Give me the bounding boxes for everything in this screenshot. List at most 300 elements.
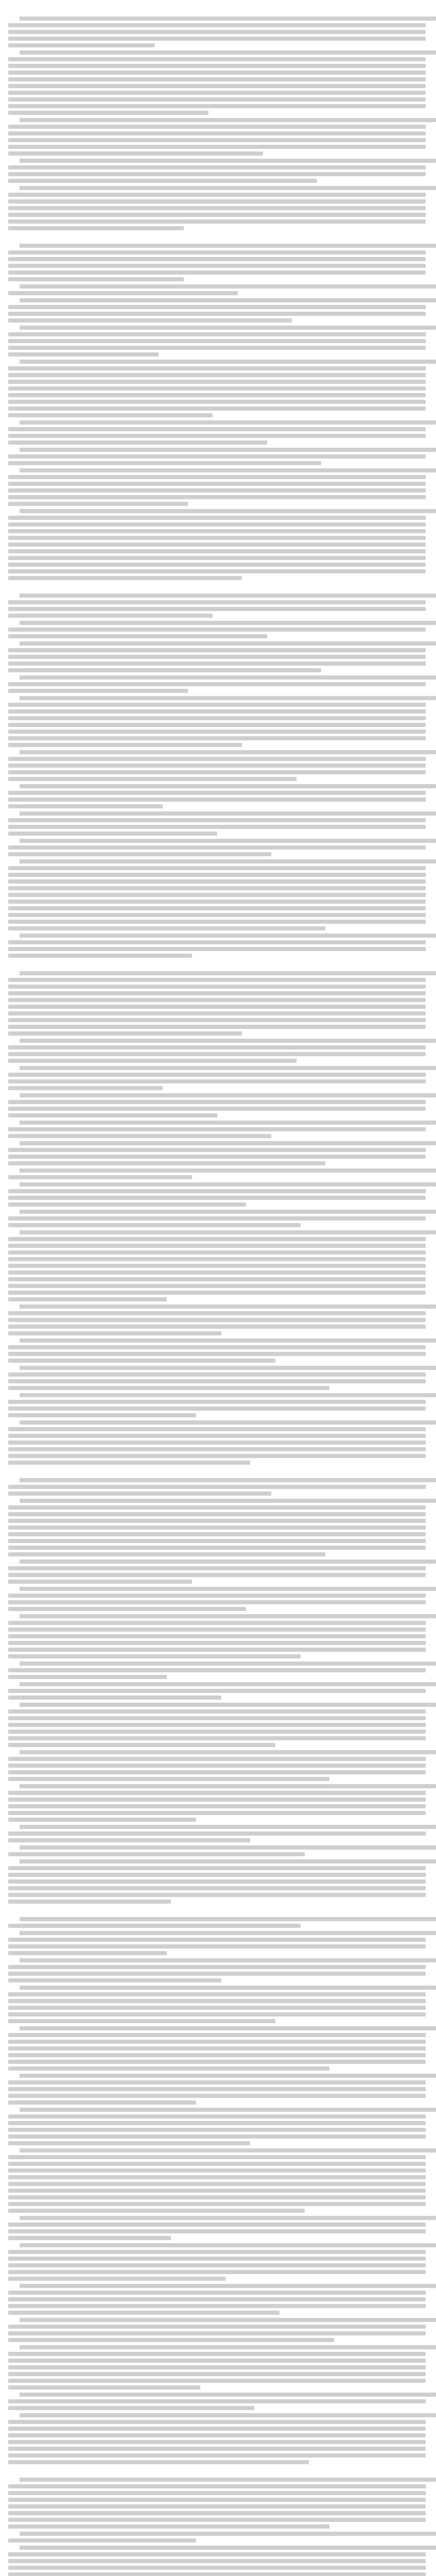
text-line [8,549,426,553]
paragraph [8,859,426,930]
text-line [8,454,426,459]
text-line [8,2572,426,2576]
text-line [20,509,436,513]
paragraph [8,1703,426,1747]
text-line [20,1614,436,1618]
paragraph [8,971,426,1036]
text-line [8,947,426,951]
text-line [8,393,426,397]
text-line [8,893,426,897]
paragraph [8,1662,426,1679]
paragraph [8,1499,426,1556]
text-line [8,845,426,850]
text-line [8,2087,426,2091]
text-line [8,2511,426,2515]
text-line [8,1447,426,1451]
text-line [20,1420,436,1425]
text-line [8,2182,426,2186]
text-line [20,326,436,330]
text-line [8,1100,426,1104]
text-line [8,563,426,567]
text-line [20,675,436,680]
text-line [8,199,426,204]
text-line [8,2504,426,2509]
text-line [8,1485,426,1489]
text-line [8,1777,329,1781]
text-line [8,138,426,142]
text-line [20,1917,436,1921]
paragraph [8,1121,426,1138]
text-line [8,709,426,714]
text-line [8,440,267,445]
text-line [8,920,426,924]
text-line [8,2491,426,2495]
text-line [8,2236,171,2240]
text-line [20,2074,436,2078]
text-line [8,2175,426,2179]
paragraph [8,186,426,230]
paragraph [8,1182,426,1207]
text-line [20,1230,436,1234]
text-line [8,125,426,129]
text-line [8,1566,426,1570]
paragraph [8,1614,426,1658]
text-line [8,906,426,910]
text-line [8,2121,426,2125]
text-line [8,1709,426,1714]
text-line [8,2223,426,2227]
text-line [8,1400,426,1404]
text-line [8,1454,426,1458]
section-heading [8,962,426,969]
text-line [8,1277,426,1281]
paragraph [8,326,426,357]
text-line [8,2229,426,2233]
text-line [8,277,184,281]
text-line [8,777,297,781]
text-line [8,1886,426,1890]
paragraph [8,1039,426,1063]
paragraph [8,1478,426,1496]
paragraph [8,468,426,506]
text-line [20,186,436,190]
text-line [20,641,436,646]
text-line [8,2066,329,2071]
paragraph [8,298,426,323]
text-line [8,2559,426,2563]
paragraph [8,621,426,638]
text-line [8,614,213,618]
text-line [8,145,426,149]
text-line [8,461,321,465]
text-line [8,628,426,632]
paragraph [8,1917,426,1928]
text-line [8,1127,426,1131]
text-line [8,380,426,384]
paragraph [8,2216,426,2240]
text-line [20,2216,436,2220]
text-line [8,804,163,808]
text-line [8,1675,167,1679]
text-line [8,1634,426,1638]
paragraph [8,1859,426,1904]
text-line [8,1526,426,1530]
text-line [20,1210,436,1214]
text-line [8,2552,426,2556]
text-line [8,1379,426,1383]
text-line [8,1716,426,1720]
text-line [8,1791,426,1795]
text-line [8,879,426,884]
paragraph [8,750,426,781]
paragraph [8,1168,426,1179]
text-line [8,1175,192,1179]
text-line [8,798,426,802]
text-line [8,131,426,135]
text-line [8,250,426,255]
text-line [8,689,188,693]
text-line [8,172,426,176]
text-line [8,64,426,68]
text-line [20,468,436,472]
text-line [8,502,188,506]
text-line [8,2114,426,2119]
text-line [8,1386,329,1390]
text-line [8,270,426,275]
text-line [8,312,426,316]
text-line [20,1560,436,1564]
text-line [20,750,436,754]
text-line [8,2250,426,2254]
section-heading [8,2468,426,2476]
text-line [8,291,238,295]
text-line [20,2318,436,2322]
paragraph [8,1093,426,1117]
text-line [8,97,426,101]
text-line [8,2202,426,2206]
text-line [8,219,426,224]
text-line [8,2006,426,2010]
text-line [20,1478,436,1482]
text-line [8,2484,426,2488]
text-line [8,23,426,27]
text-line [8,2453,426,2458]
text-line [8,2566,426,2570]
text-line [8,2365,426,2369]
text-line [8,57,426,61]
text-line [8,1427,426,1431]
text-line [8,1148,426,1152]
text-line [8,1770,426,1774]
text-line [8,482,426,486]
paragraph [8,594,426,618]
text-line [8,1893,426,1897]
text-line [8,998,426,1002]
text-line [8,1924,301,1928]
text-line [8,2033,426,2037]
text-line [8,475,426,479]
text-line [8,339,426,343]
paragraph [8,2284,426,2315]
text-line [8,1079,426,1083]
paragraph [8,360,426,417]
text-line [8,1113,217,1117]
text-line [20,1784,436,1788]
text-line [20,16,436,21]
text-line [8,91,426,95]
text-line [8,832,217,836]
text-line [20,1986,436,1990]
text-line [8,1237,426,1241]
text-line [20,159,436,163]
text-line [20,298,436,302]
text-line [8,2291,426,2295]
text-line [8,332,426,336]
text-line [8,1804,426,1808]
text-line [8,1461,250,1465]
paragraph [8,2478,426,2529]
text-line [8,2134,426,2139]
paragraph [8,118,426,156]
text-line [20,839,436,843]
section-heading [8,584,426,591]
document-body [8,7,426,2576]
section-heading [8,1908,426,1915]
text-line [8,1978,221,1982]
text-line [8,2498,426,2502]
text-line [8,1654,301,1658]
text-line [8,730,426,734]
text-line [8,71,426,75]
text-line [20,594,436,598]
text-line [8,662,426,666]
text-line [8,2524,329,2529]
paragraph [8,2318,426,2342]
paragraph [8,2413,426,2464]
text-line [8,978,426,982]
paragraph [8,420,426,445]
text-line [8,1325,426,1329]
text-line [8,2012,426,2016]
text-line [8,1059,297,1063]
text-line [8,516,426,520]
paragraph [8,1986,426,2023]
text-line [8,1811,426,1815]
text-line [8,522,426,527]
paragraph [8,1845,426,1856]
text-line [8,179,317,183]
text-line [20,1958,436,1962]
text-line [8,2195,426,2199]
text-line [8,1406,426,1411]
text-line [8,1736,426,1740]
paragraph [8,2026,426,2071]
paragraph [8,1682,426,1700]
text-line [8,1257,426,1261]
text-line [8,940,426,944]
text-line [8,488,426,493]
text-line [8,1757,426,1761]
text-line [8,1696,221,1700]
text-line [20,1682,436,1686]
text-line [8,1818,196,1822]
text-line [20,1093,436,1097]
text-line [8,1318,426,1322]
paragraph [8,1750,426,1781]
text-line [20,2148,436,2153]
text-line [8,305,426,309]
text-line [20,2413,436,2417]
paragraph [8,2074,426,2105]
text-line [8,852,271,856]
text-line [8,1944,426,1948]
text-line [8,165,426,170]
text-line [8,193,426,197]
text-line [8,536,426,540]
text-line [8,2385,200,2389]
text-line [8,2162,426,2166]
paragraph [8,2546,426,2576]
text-line [8,1284,426,1288]
text-line [8,2080,426,2084]
text-line [8,84,426,88]
text-line [20,448,436,452]
text-line [8,1852,305,1856]
text-line [8,600,426,604]
text-line [8,1311,426,1315]
paragraph [8,1420,426,1465]
text-line [8,1951,167,1955]
text-line [8,2325,426,2329]
text-line [20,971,436,975]
text-line [8,2046,426,2050]
text-line [8,1107,426,1111]
text-line [20,2108,436,2112]
text-line [8,2168,426,2173]
paragraph [8,1560,426,1584]
text-line [8,2094,426,2098]
text-line [8,1798,426,1802]
text-line [8,1011,426,1015]
paragraph [8,2345,426,2389]
paragraph [8,1958,426,1982]
text-line [8,1161,325,1165]
text-line [8,2352,426,2356]
text-line [20,1182,436,1187]
text-line [8,77,426,81]
paragraph [8,2532,426,2543]
text-line [8,764,426,768]
text-line [8,1900,171,1904]
paragraph [8,1230,426,1301]
paragraph [8,934,426,958]
text-line [8,2257,426,2261]
text-line [8,2277,225,2281]
text-line [20,1066,436,1070]
text-line [20,1393,436,1397]
text-line [8,2297,426,2301]
text-line [20,284,436,289]
paragraph [8,1304,426,1335]
text-line [8,576,242,580]
text-line [8,1434,426,1438]
text-line [20,2393,436,2397]
text-line [8,2040,426,2044]
text-line [20,1703,436,1707]
paragraph [8,839,426,856]
text-line [8,634,267,638]
text-line [8,770,426,774]
text-line [8,1866,426,1870]
text-line [8,1018,426,1022]
text-line [8,985,426,989]
text-line [8,2331,426,2335]
text-line [8,1244,426,1248]
paragraph [8,1931,426,1955]
text-line [8,2141,250,2145]
text-line [20,2243,436,2247]
text-line [8,2406,254,2410]
text-line [20,1366,436,1370]
text-line [8,2399,426,2403]
text-line [8,206,426,210]
paragraph [8,2243,426,2281]
text-line [8,1512,426,1516]
text-line [20,244,436,248]
text-line [8,413,213,417]
section-heading [8,7,426,14]
text-line [8,2420,426,2424]
section-heading [8,234,426,242]
text-line [8,723,426,727]
text-line [8,1413,196,1417]
text-line [8,1730,426,1734]
text-line [8,825,426,829]
text-line [8,2019,275,2023]
text-line [8,1223,301,1227]
text-line [8,2433,426,2437]
text-line [8,37,426,41]
text-line [8,2155,426,2159]
text-line [8,386,426,391]
text-line [8,991,426,995]
paragraph [8,2393,426,2410]
text-line [8,2440,426,2444]
text-line [8,1250,426,1255]
text-line [8,1519,426,1523]
section-heading [8,1469,426,1476]
text-line [20,784,436,788]
paragraph [8,675,426,693]
text-line [8,1025,426,1029]
text-line [8,2209,305,2213]
text-line [8,2379,426,2383]
text-line [8,1086,163,1090]
text-line [8,682,426,686]
text-line [8,757,426,761]
text-line [8,668,321,672]
text-line [8,1648,426,1652]
text-line [20,1121,436,1125]
paragraph [8,784,426,808]
text-line [8,1155,426,1159]
text-line [8,556,426,560]
text-line [8,400,426,404]
text-line [20,420,436,425]
text-line [20,1931,436,1935]
text-line [8,346,426,350]
text-line [8,818,426,822]
